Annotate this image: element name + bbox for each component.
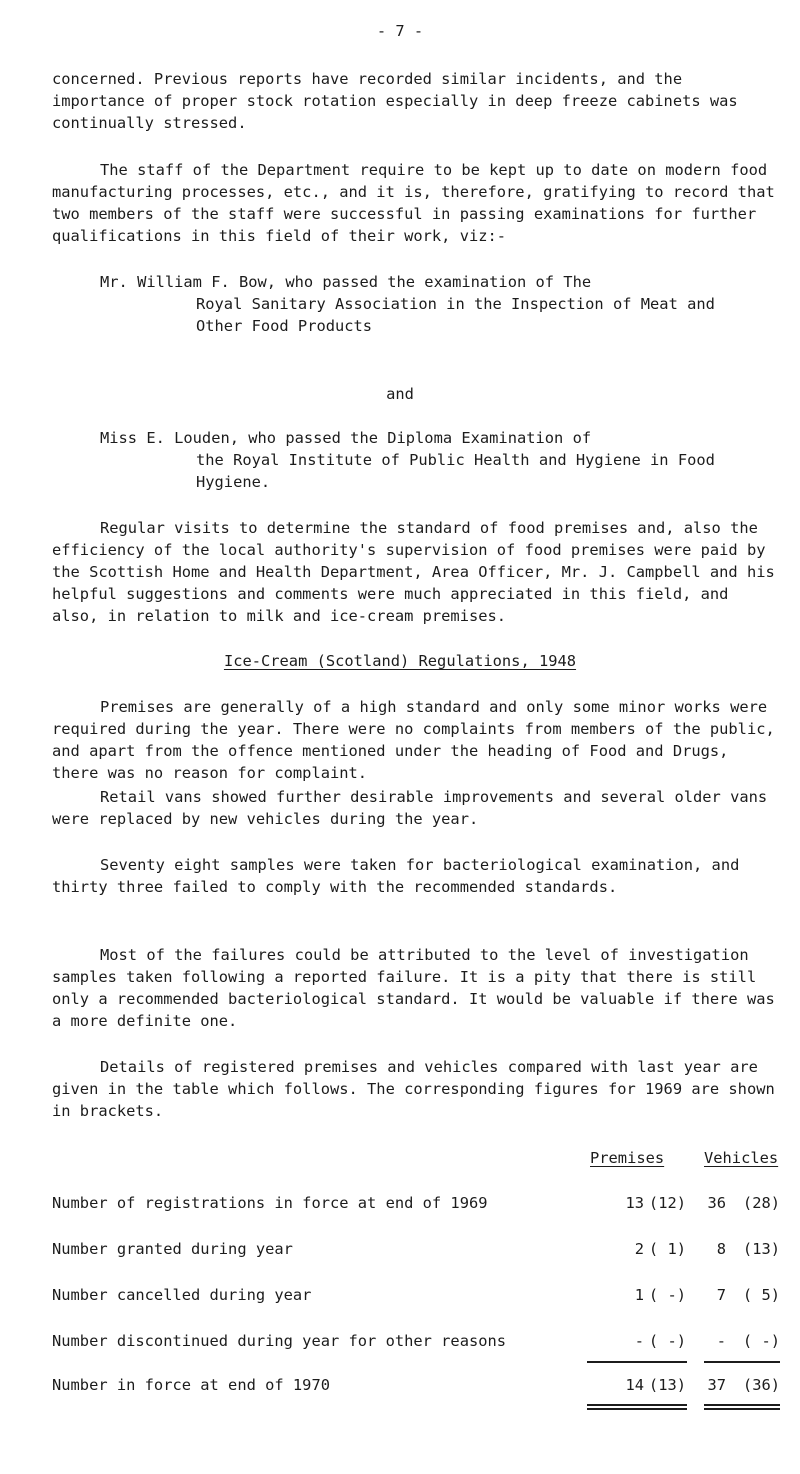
vehicles-previous-value: (28) (742, 1194, 780, 1212)
premises-value: 2 (634, 1240, 644, 1258)
premises-value: 13 (625, 1194, 644, 1212)
paragraph-retail-vans: Retail vans showed further desirable improvements and several older vans were replaced by new vehicles during the year. (52, 788, 768, 828)
premises-total-rule (587, 1361, 687, 1363)
table-row (52, 1374, 780, 1396)
staff-qualification-bow (52, 271, 752, 337)
vehicles-previous-value: ( -) (742, 1332, 780, 1350)
paragraph-premises-standard: Premises are generally of a high standard and only some minor works were required during the year. There were no complaints from members of the public, and apart from the offence mentioned under the heading of Food and Drugs, there was no reason for complaint. (52, 698, 775, 782)
premises-previous-value: ( 1) (648, 1240, 686, 1258)
vehicles-value: 8 (716, 1240, 726, 1258)
row-label: Number cancelled during year (52, 1286, 312, 1304)
paragraph-table-intro: Details of registered premises and vehicles compared with last year are given in the table which follows. The corresponding figures for 1969 are shown in brackets. (52, 1058, 775, 1120)
premises-total-double-rule-2 (587, 1408, 687, 1410)
table-row (52, 1284, 780, 1306)
premises-previous-value: (12) (648, 1194, 686, 1212)
vehicles-total-double-rule-1 (704, 1404, 780, 1406)
row-label: Number of registrations in force at end of 1969 (52, 1194, 488, 1212)
table-row (52, 1192, 780, 1214)
paragraph-bacteriological-samples: Seventy eight samples were taken for bacteriological examination, and thirty three failed to comply with the recommended standards. (52, 856, 740, 896)
premises-value: 14 (625, 1376, 644, 1394)
staff-qualification-louden-rest: the Royal Institute of Public Health and Hygiene in Food Hygiene. (196, 451, 715, 491)
premises-value: - (634, 1332, 644, 1350)
premises-previous-value: ( -) (648, 1332, 686, 1350)
paragraph-failures: Most of the failures could be attributed to the level of investigation samples taken following a reported failure. It is a pity that there is still only a recommended bacteriological standard. It would be valuable if there was a more definite one. (52, 946, 775, 1030)
premises-previous-value: ( -) (648, 1286, 686, 1304)
table-row (52, 1330, 780, 1352)
column-header-premises: Premises (590, 1149, 665, 1167)
staff-qualification-bow-first-line: Mr. William F. Bow, who passed the examination of The (100, 273, 592, 291)
premises-total-double-rule-1 (587, 1404, 687, 1406)
row-label: Number in force at end of 1970 (52, 1376, 330, 1394)
vehicles-previous-value: (36) (742, 1376, 780, 1394)
vehicles-previous-value: ( 5) (742, 1286, 780, 1304)
premises-previous-value: (13) (648, 1376, 686, 1394)
page-number: - 7 - (376, 22, 424, 40)
vehicles-value: 37 (707, 1376, 726, 1394)
staff-qualification-bow-rest: Royal Sanitary Association in the Inspection of Meat and Other Food Products (196, 295, 715, 335)
paragraph-regular-visits: Regular visits to determine the standard of food premises and, also the efficiency of the local authority's supervision of food premises were paid by the Scottish Home and Health Department, Area Officer, Mr. J. Campbell and his helpful suggestions and comments were much appreciated in this field, and also, in relation to milk and ice-cream premises. (52, 519, 775, 625)
staff-qualification-louden (52, 427, 752, 493)
staff-qualification-louden-first-line: Miss E. Louden, who passed the Diploma Examination of (100, 429, 592, 447)
table-row (52, 1238, 780, 1260)
vehicles-value: - (716, 1332, 726, 1350)
section-heading-ice-cream: Ice-Cream (Scotland) Regulations, 1948 (223, 652, 577, 670)
premises-value: 1 (634, 1286, 644, 1304)
row-label: Number discontinued during year for other reasons (52, 1332, 507, 1350)
vehicles-value: 7 (716, 1286, 726, 1304)
conjunction-and: and (386, 385, 414, 403)
paragraph-staff-training: The staff of the Department require to be kept up to date on modern food manufacturing processes, etc., and it is, therefore, gratifying to record that two members of the staff were successful in passing examinations for further qualifications in this field of their work, viz:- (52, 161, 775, 245)
row-label: Number granted during year (52, 1240, 293, 1258)
vehicles-value: 36 (707, 1194, 726, 1212)
vehicles-total-double-rule-2 (704, 1408, 780, 1410)
paragraph-stock-rotation: concerned. Previous reports have recorded similar incidents, and the importance of proper stock rotation especially in deep freeze cabinets was continually stressed. (52, 70, 738, 132)
column-header-vehicles: Vehicles (704, 1149, 779, 1167)
vehicles-total-rule (704, 1361, 780, 1363)
vehicles-previous-value: (13) (742, 1240, 780, 1258)
